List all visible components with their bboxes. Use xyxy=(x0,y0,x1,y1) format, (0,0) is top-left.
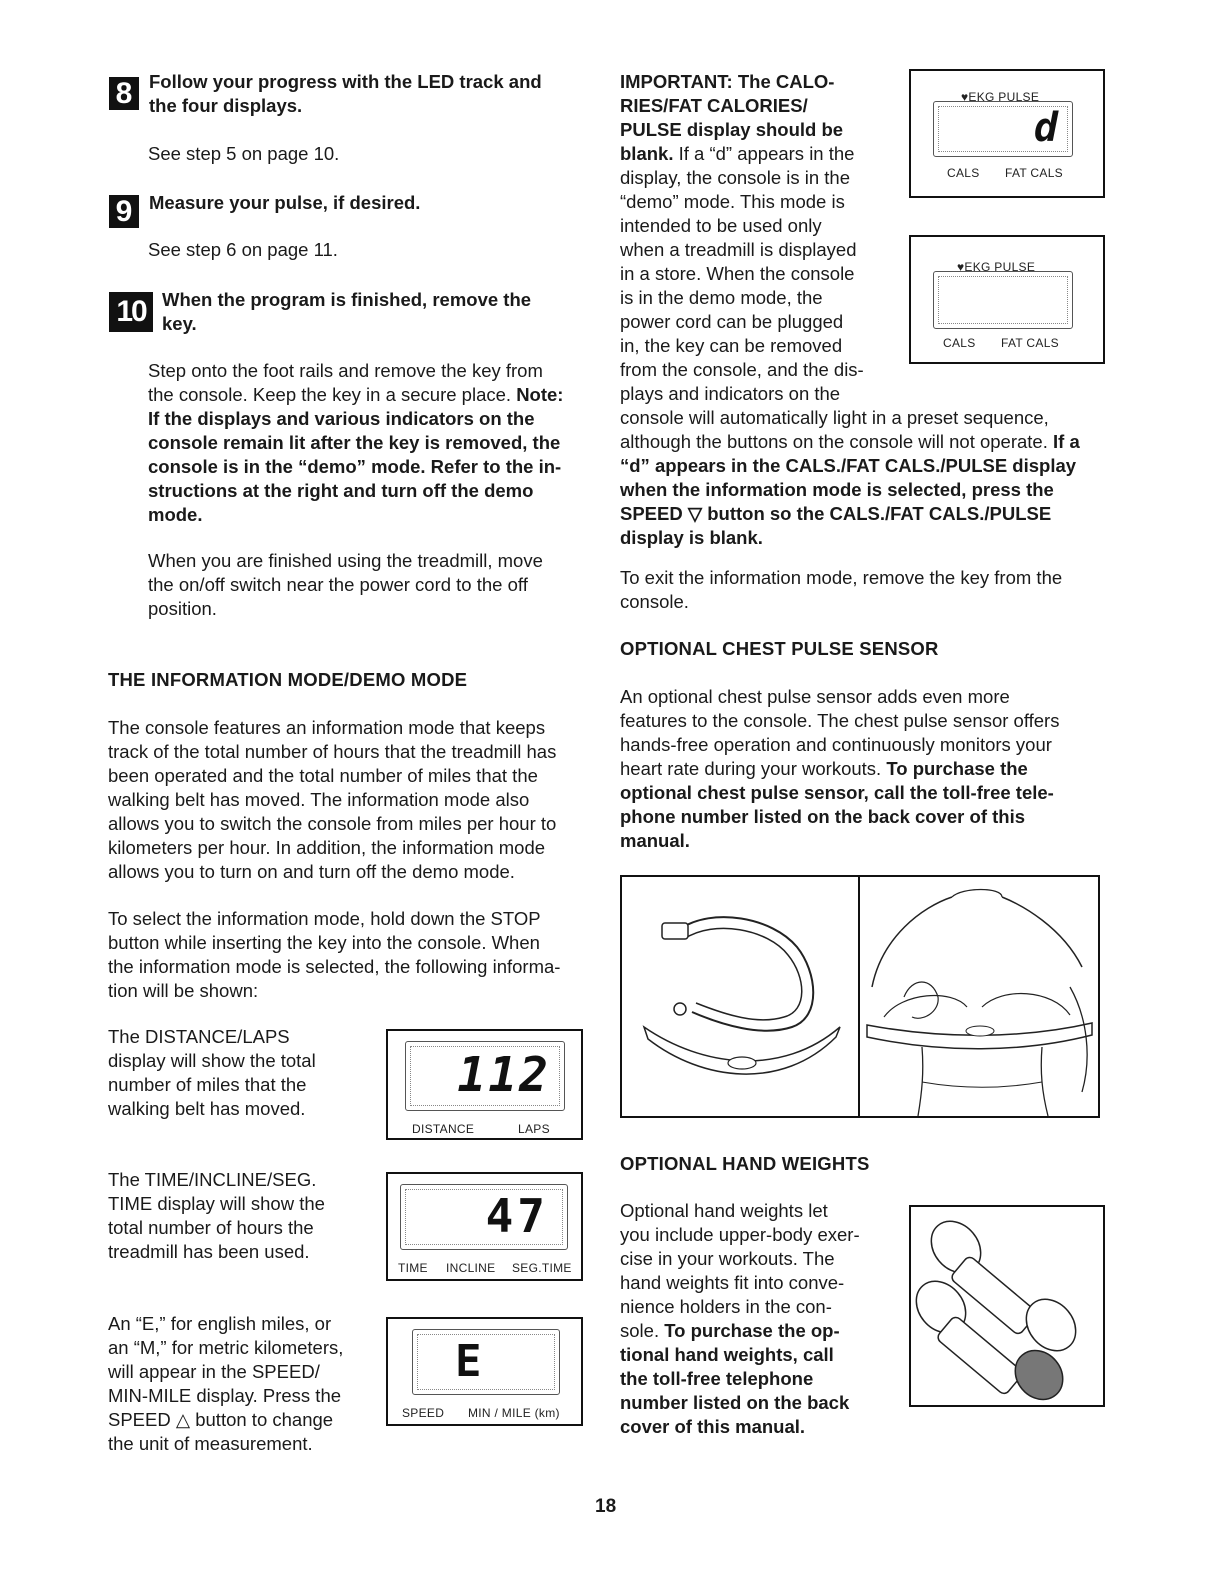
pulse-demo-lcd xyxy=(933,101,1073,157)
dumbbells-drawing xyxy=(911,1207,1103,1405)
speed-description: An “E,” for english miles, or an “M,” for metric kilometers, will appear in the SPEED/ MIN-MILE display. Press the SPEED △ button to change the unit of measurement. xyxy=(108,1313,344,1454)
pulse-demo-value: d xyxy=(1033,105,1058,151)
cals-caption: CALS xyxy=(943,336,976,350)
page-number: 18 xyxy=(595,1496,617,1517)
step-10-number: 10 xyxy=(109,292,153,332)
distance-description: The DISTANCE/LAPS display will show the total number of miles that the walking belt has moved. xyxy=(108,1026,316,1119)
pulse-blank-display-figure xyxy=(909,235,1105,364)
exit-info-paragraph: To exit the information mode, remove the key from the console. xyxy=(620,567,1063,612)
step-9-body: See step 6 on page 11. xyxy=(148,239,338,260)
time-display-figure xyxy=(386,1172,583,1281)
segtime-caption: SEG.TIME xyxy=(512,1261,572,1275)
chest-sensor-paragraph: An optional chest pulse sensor adds even more features to the console. The chest pulse sensor offers hands-free operation and continuously monitors your heart rate during your workouts. To purchase the optional chest pulse sensor, call the toll-free tele- phone number listed on the back cover of this manual. xyxy=(620,686,1060,851)
speed-lcd xyxy=(412,1329,560,1395)
distance-lcd xyxy=(405,1041,565,1111)
time-description: The TIME/INCLINE/SEG. TIME display will show the total number of hours the treadmill has been used. xyxy=(108,1169,325,1262)
important-paragraph: IMPORTANT: The CALO- RIES/FAT CALORIES/ PULSE display should be blank. If a “d” appears in the display, the console is in the “demo” mode. This mode is intended to be used only when a treadmill is displayed in a store. When the console is in the demo mode, the power cord can be plugged in, the key can be removed from the console, and the dis- plays and indicators on the console will automatically light in a preset sequence, although the buttons on the console will not operate. If a “d” appears in the CALS./FAT CALS./PULSE display when the information mode is selected, press the SPEED ▽ button so the CALS./FAT CALS./PULSE display is blank. xyxy=(620,71,1080,548)
step-9-number: 9 xyxy=(109,195,139,228)
fat-cals-caption: FAT CALS xyxy=(1005,166,1063,180)
chest-strap-drawing xyxy=(622,877,1098,1116)
speed-display-figure xyxy=(386,1317,583,1426)
speed-value: E xyxy=(455,1336,482,1387)
step-8-number: 8 xyxy=(109,77,139,110)
distance-display-figure xyxy=(386,1029,583,1140)
time-value: 47 xyxy=(485,1189,549,1243)
step-8-body: See step 5 on page 10. xyxy=(148,143,340,164)
ekg-pulse-label: ♥EKG PULSE xyxy=(957,260,1036,274)
fat-cals-caption: FAT CALS xyxy=(1001,336,1059,350)
incline-caption: INCLINE xyxy=(446,1261,496,1275)
hand-weights-paragraph: Optional hand weights let you include upper-body exer- cise in your workouts. The hand weights fit into conve- nience holders in the con- sole. To purchase the op- tional hand weights, call the toll-free telephone number listed on the back cover of this manual. xyxy=(620,1200,860,1437)
hand-weights-heading: OPTIONAL HAND WEIGHTS xyxy=(620,1153,870,1174)
info-paragraph-2: To select the information mode, hold down the STOP button while inserting the key into the console. When the information mode is selected, the following informa- tion will be shown: xyxy=(108,908,561,1001)
pulse-blank-lcd xyxy=(933,271,1073,329)
hand-weights-illustration xyxy=(909,1205,1105,1407)
pulse-demo-display-figure xyxy=(909,69,1105,198)
step-9-title: Measure your pulse, if desired. xyxy=(149,192,421,213)
chest-sensor-illustration xyxy=(620,875,1100,1118)
time-lcd xyxy=(400,1184,568,1250)
speed-caption: SPEED xyxy=(402,1406,445,1420)
step-10-title: When the program is finished, remove the key. xyxy=(162,289,532,334)
cals-caption: CALS xyxy=(947,166,980,180)
info-paragraph-1: The console features an information mode that keeps track of the total number of hours that the treadmill has been operated and the total number of miles that the walking belt has moved. The information mode also allows you to switch the console from miles per hour to kilometers per hour. In addition, the information mode allows you to turn on and turn off the demo mode. xyxy=(108,717,557,882)
step-8-title: Follow your progress with the LED track and the four displays. xyxy=(149,71,542,116)
chest-sensor-heading: OPTIONAL CHEST PULSE SENSOR xyxy=(620,638,939,659)
step-10-body-2: When you are finished using the treadmill, move the on/off switch near the power cord to the off position. xyxy=(148,550,543,619)
distance-value: 112 xyxy=(457,1047,550,1103)
laps-caption: LAPS xyxy=(518,1122,550,1136)
info-mode-heading: THE INFORMATION MODE/DEMO MODE xyxy=(108,669,468,690)
min-mile-caption: MIN / MILE (km) xyxy=(468,1406,560,1420)
time-caption: TIME xyxy=(398,1261,428,1275)
step-10-body: Step onto the foot rails and remove the key from the console. Keep the key in a secure place. Note: If the displays and various indicators on the console remain lit after the key is removed, the console is in the “demo” mode. Refer to the in- structions at the right and turn off the demo mode. xyxy=(148,360,564,525)
ekg-pulse-label: ♥EKG PULSE xyxy=(961,90,1040,104)
distance-caption: DISTANCE xyxy=(412,1122,475,1136)
